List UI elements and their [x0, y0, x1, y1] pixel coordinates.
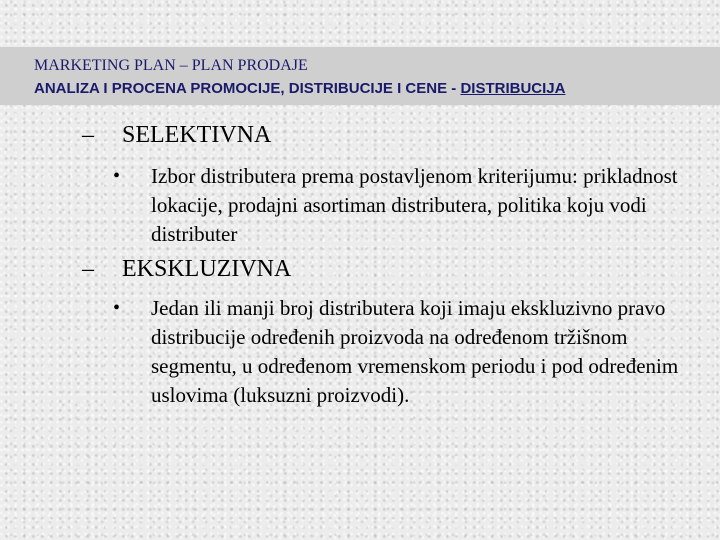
section-heading-selektivna: [82, 122, 271, 149]
bullet-marker: •: [113, 297, 121, 319]
bullet-text-selektivna: Izbor distributera prema postavljenom kriterijumu: prikladnost lokacije, prodajni asortiman distributera, politika koju vodi distributer: [151, 164, 678, 246]
dash-marker: –: [82, 122, 94, 148]
section-heading-ekskluzivna: [82, 256, 291, 283]
slide-subtitle: [34, 80, 565, 97]
bullet-text-ekskluzivna: Jedan ili manji broj distributera koji imaju ekskluzivno pravo distribucije određenih proizvoda na određenom tržišnom segmentu, u određenom vremenskom periodu i pod određenim uslovima (luksuzni proizvodi).: [151, 296, 679, 407]
dash-marker: –: [82, 256, 94, 282]
bullet-marker: •: [113, 165, 121, 187]
section-heading-label: SELEKTIVNA: [122, 122, 272, 148]
subtitle-prefix: ANALIZA I PROCENA PROMOCIJE, DISTRIBUCIJE I CENE -: [34, 80, 461, 97]
slide-title: MARKETING PLAN – PLAN PRODAJE: [34, 57, 308, 74]
subtitle-highlight: DISTRIBUCIJA: [460, 80, 566, 97]
section-heading-label: EKSKLUZIVNA: [122, 256, 292, 282]
